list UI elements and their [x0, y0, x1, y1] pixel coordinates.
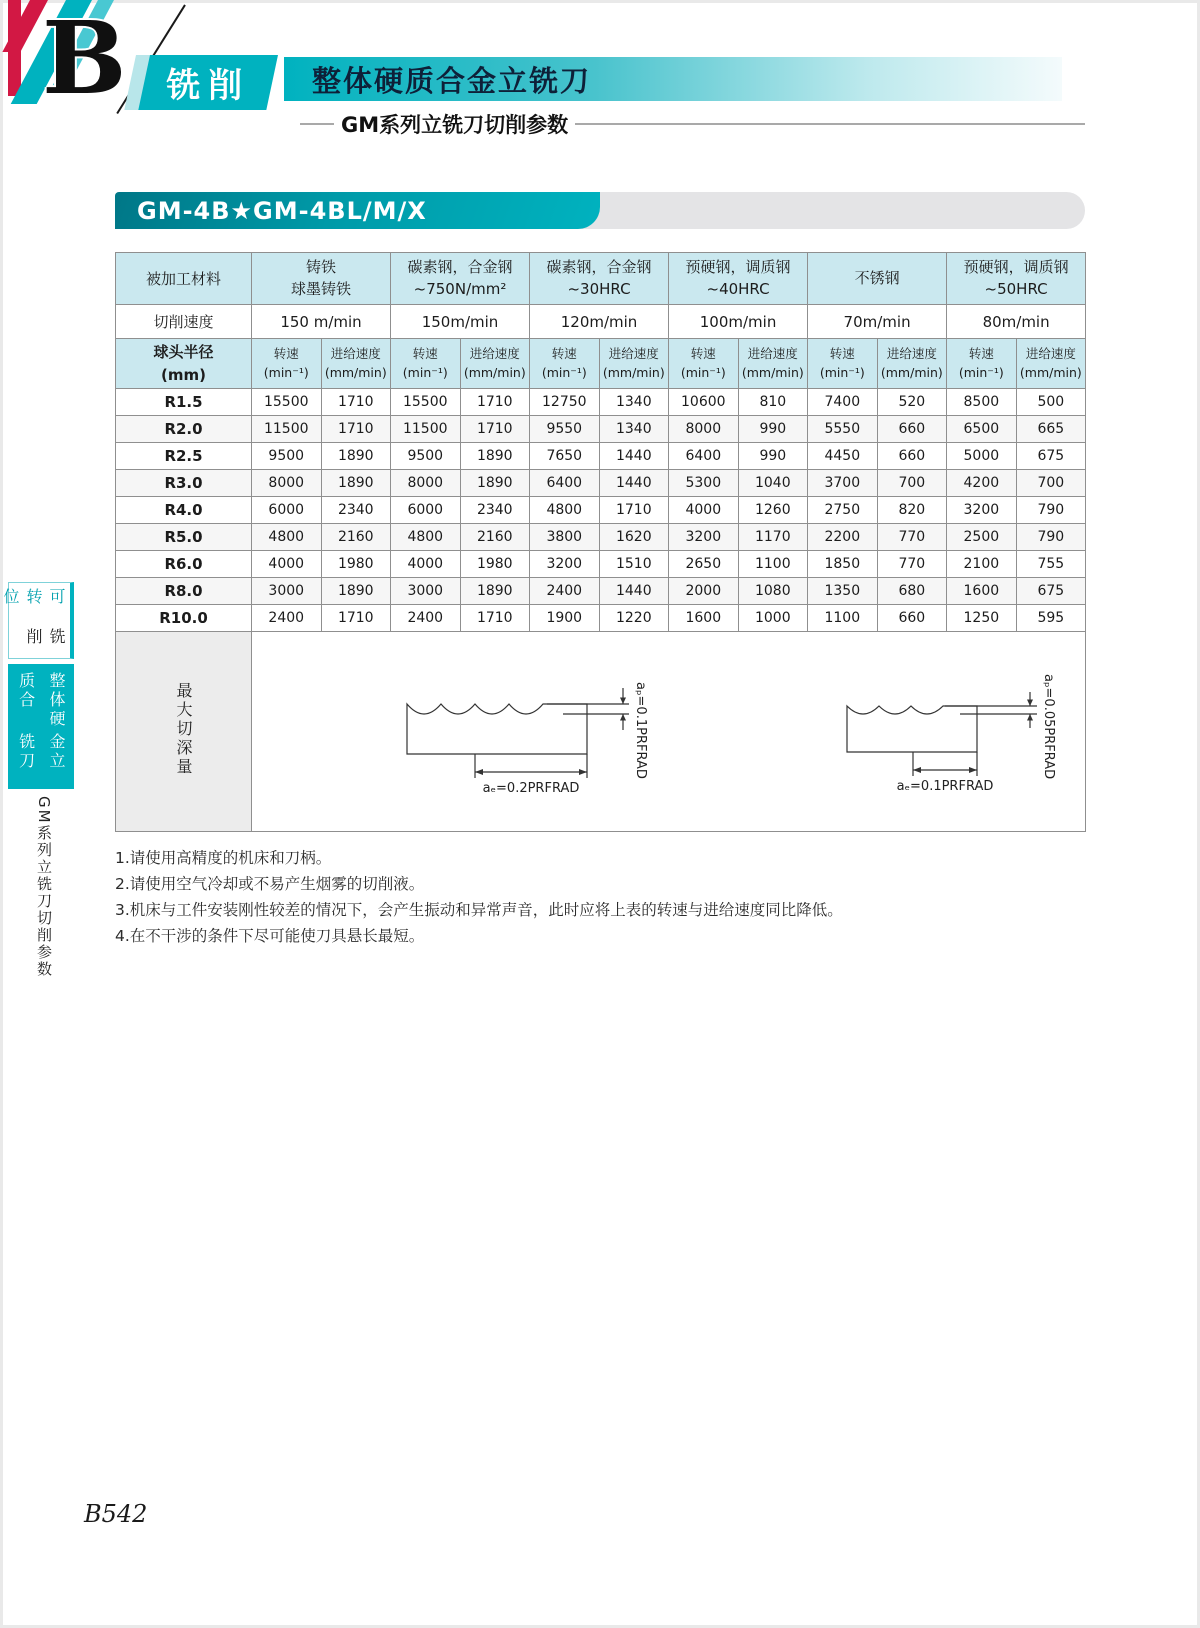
value-cell: 1510	[599, 551, 669, 578]
category-label: 铣削	[166, 66, 251, 106]
value-cell: 6000	[252, 497, 322, 524]
value-cell: 2400	[252, 605, 322, 632]
data-row-R2.5	[116, 443, 1086, 470]
value-cell: 11500	[252, 416, 322, 443]
value-cell: 5300	[669, 470, 739, 497]
value-cell: 1340	[599, 389, 669, 416]
value-cell: 2340	[460, 497, 530, 524]
value-cell: 1600	[669, 605, 739, 632]
sidebar-series-label: GM系列立铣刀切削参数	[35, 796, 53, 978]
value-cell: 1850	[808, 551, 878, 578]
ae-label-2: aₑ=0.1PRFRAD	[896, 779, 994, 794]
value-cell: 3700	[808, 470, 878, 497]
value-cell: 1710	[321, 389, 391, 416]
scallop-profile	[847, 706, 977, 752]
data-row-R4.0	[116, 497, 1086, 524]
value-cell: 1250	[947, 605, 1017, 632]
value-cell: 1890	[321, 578, 391, 605]
value-cell: 1600	[947, 578, 1017, 605]
value-cell: 3000	[391, 578, 461, 605]
value-cell: 1350	[808, 578, 878, 605]
radius-cell: R3.0	[116, 470, 252, 497]
value-cell: 2500	[947, 524, 1017, 551]
value-cell: 4800	[391, 524, 461, 551]
value-cell: 820	[877, 497, 947, 524]
value-cell: 1890	[321, 470, 391, 497]
chapter-title: 整体硬质合金立铣刀	[312, 63, 592, 98]
value-cell: 4800	[252, 524, 322, 551]
rpm-subheader-5: 转速 (min⁻¹)	[947, 339, 1017, 389]
value-cell: 1710	[321, 416, 391, 443]
value-cell: 15500	[252, 389, 322, 416]
value-cell: 12750	[530, 389, 600, 416]
data-row-R6.0	[116, 551, 1086, 578]
data-row-R3.0	[116, 470, 1086, 497]
radius-header-line2: (mm)	[161, 365, 206, 384]
radius-cell: R2.0	[116, 416, 252, 443]
scallop-profile	[407, 704, 587, 754]
note-2: 2.请使用空气冷却或不易产生烟雾的切削液。	[115, 875, 425, 893]
value-cell: 1100	[738, 551, 808, 578]
cutting-params-table	[115, 252, 1086, 832]
cutting-speed-value-3: 100m/min	[669, 305, 808, 339]
cutting-speed-value-4: 70m/min	[808, 305, 947, 339]
value-cell: 8500	[947, 389, 1017, 416]
value-cell: 990	[738, 416, 808, 443]
value-cell: 2160	[460, 524, 530, 551]
value-cell: 660	[877, 443, 947, 470]
radius-header	[116, 339, 252, 389]
value-cell: 680	[877, 578, 947, 605]
max-depth-label: 最大切深量	[174, 682, 193, 777]
value-cell: 500	[1016, 389, 1086, 416]
value-cell: 3200	[947, 497, 1017, 524]
value-cell: 1710	[599, 497, 669, 524]
radius-cell: R8.0	[116, 578, 252, 605]
value-cell: 4000	[391, 551, 461, 578]
value-cell: 8000	[669, 416, 739, 443]
value-cell: 1440	[599, 578, 669, 605]
material-header-4: 不锈钢	[808, 253, 947, 305]
cutting-speed-label: 切削速度	[116, 305, 252, 339]
value-cell: 9550	[530, 416, 600, 443]
value-cell: 1340	[599, 416, 669, 443]
value-cell: 1080	[738, 578, 808, 605]
value-cell: 2100	[947, 551, 1017, 578]
data-rows	[116, 389, 1086, 632]
note-4: 4.在不干涉的条件下尽可能使刀具悬长最短。	[115, 927, 425, 945]
value-cell: 1710	[460, 416, 530, 443]
feed-subheader-3: 进给速度 (mm/min)	[738, 339, 808, 389]
section-letter: B	[42, 0, 127, 117]
data-row-R5.0	[116, 524, 1086, 551]
value-cell: 700	[877, 470, 947, 497]
value-cell: 675	[1016, 578, 1086, 605]
ap-label-2: aₚ=0.05PRFRAD	[1041, 674, 1056, 780]
subtitle-rule-left	[300, 123, 334, 125]
value-cell: 9500	[252, 443, 322, 470]
radius-cell: R4.0	[116, 497, 252, 524]
radius-cell: R2.5	[116, 443, 252, 470]
value-cell: 1170	[738, 524, 808, 551]
data-row-R8.0	[116, 578, 1086, 605]
value-cell: 770	[877, 551, 947, 578]
cutting-speed-value-5: 80m/min	[947, 305, 1086, 339]
subheader-row	[116, 339, 1086, 389]
cutting-speed-value-2: 120m/min	[530, 305, 669, 339]
value-cell: 665	[1016, 416, 1086, 443]
cutting-speed-row	[116, 305, 1086, 339]
radius-cell: R6.0	[116, 551, 252, 578]
value-cell: 11500	[391, 416, 461, 443]
value-cell: 1710	[460, 389, 530, 416]
sidebar-tab-indexable-milling	[1, 582, 74, 659]
value-cell: 1000	[738, 605, 808, 632]
value-cell: 1890	[460, 443, 530, 470]
value-cell: 2340	[321, 497, 391, 524]
data-row-R2.0	[116, 416, 1086, 443]
ap-label-1: aₚ=0.1PRFRAD	[633, 682, 648, 779]
value-cell: 1710	[321, 605, 391, 632]
value-cell: 4800	[530, 497, 600, 524]
subtitle-row	[300, 110, 1085, 138]
value-cell: 4000	[252, 551, 322, 578]
value-cell: 660	[877, 605, 947, 632]
sidebar-solid-carbide-col2: 金立铣刀	[16, 732, 66, 771]
subtitle-rule-right	[575, 123, 1085, 125]
cutting-speed-value-1: 150m/min	[391, 305, 530, 339]
materials-header-row	[116, 253, 1086, 305]
value-cell: 660	[877, 416, 947, 443]
page-number: B542	[84, 1500, 148, 1528]
value-cell: 595	[1016, 605, 1086, 632]
max-depth-row	[116, 632, 1086, 832]
value-cell: 8000	[391, 470, 461, 497]
note-1: 1.请使用高精度的机床和刀柄。	[115, 849, 332, 867]
max-depth-diagram-cell	[252, 632, 1086, 832]
rpm-subheader-3: 转速 (min⁻¹)	[669, 339, 739, 389]
feed-subheader-2: 进给速度 (mm/min)	[599, 339, 669, 389]
material-header-label: 被加工材料	[116, 253, 252, 305]
note-3: 3.机床与工件安装刚性较差的情况下，会产生振动和异常声音，此时应将上表的转速与进给速度同比降低。	[115, 901, 843, 919]
value-cell: 1890	[460, 578, 530, 605]
value-cell: 1040	[738, 470, 808, 497]
value-cell: 1440	[599, 443, 669, 470]
value-cell: 6400	[669, 443, 739, 470]
rpm-subheader-0: 转速 (min⁻¹)	[252, 339, 322, 389]
chapter-banner	[284, 57, 1062, 101]
value-cell: 1980	[460, 551, 530, 578]
value-cell: 2650	[669, 551, 739, 578]
value-cell: 6500	[947, 416, 1017, 443]
value-cell: 3200	[530, 551, 600, 578]
rpm-subheader-2: 转速 (min⁻¹)	[530, 339, 600, 389]
value-cell: 1900	[530, 605, 600, 632]
rpm-subheader-4: 转速 (min⁻¹)	[808, 339, 878, 389]
value-cell: 6000	[391, 497, 461, 524]
value-cell: 2200	[808, 524, 878, 551]
value-cell: 990	[738, 443, 808, 470]
value-cell: 2160	[321, 524, 391, 551]
value-cell: 1710	[460, 605, 530, 632]
value-cell: 2000	[669, 578, 739, 605]
rpm-subheader-1: 转速 (min⁻¹)	[391, 339, 461, 389]
value-cell: 1980	[321, 551, 391, 578]
value-cell: 1890	[321, 443, 391, 470]
value-cell: 7650	[530, 443, 600, 470]
diagram-wrap	[252, 654, 1085, 809]
sidebar-solid-carbide-col1: 整体硬质合	[16, 672, 66, 729]
material-header-1: 碳素钢，合金钢 ~750N/mm²	[391, 253, 530, 305]
value-cell: 10600	[669, 389, 739, 416]
value-cell: 4450	[808, 443, 878, 470]
value-cell: 790	[1016, 524, 1086, 551]
value-cell: 700	[1016, 470, 1086, 497]
value-cell: 2750	[808, 497, 878, 524]
value-cell: 790	[1016, 497, 1086, 524]
value-cell: 1220	[599, 605, 669, 632]
radius-cell: R10.0	[116, 605, 252, 632]
value-cell: 770	[877, 524, 947, 551]
value-cell: 5550	[808, 416, 878, 443]
value-cell: 7400	[808, 389, 878, 416]
radius-cell: R1.5	[116, 389, 252, 416]
radius-cell: R5.0	[116, 524, 252, 551]
sidebar-tab-solid-carbide	[8, 664, 74, 789]
value-cell: 1890	[460, 470, 530, 497]
value-cell: 3000	[252, 578, 322, 605]
feed-subheader-1: 进给速度 (mm/min)	[460, 339, 530, 389]
value-cell: 1620	[599, 524, 669, 551]
data-row-R1.5	[116, 389, 1086, 416]
ae-label-1: aₑ=0.2PRFRAD	[482, 781, 580, 796]
value-cell: 9500	[391, 443, 461, 470]
value-cell: 1260	[738, 497, 808, 524]
page-subtitle: GM系列立铣刀切削参数	[341, 113, 569, 137]
model-capsule-teal	[115, 192, 600, 229]
value-cell: 5000	[947, 443, 1017, 470]
value-cell: 520	[877, 389, 947, 416]
value-cell: 15500	[391, 389, 461, 416]
feed-subheader-0: 进给速度 (mm/min)	[321, 339, 391, 389]
value-cell: 755	[1016, 551, 1086, 578]
sidebar-milling-label: 铣削	[24, 627, 66, 647]
value-cell: 1440	[599, 470, 669, 497]
feed-subheader-4: 进给速度 (mm/min)	[877, 339, 947, 389]
value-cell: 1100	[808, 605, 878, 632]
value-cell: 2400	[391, 605, 461, 632]
radius-header-line1: 球头半径	[153, 343, 214, 361]
value-cell: 3800	[530, 524, 600, 551]
sidebar-indexable-label: 可转位	[1, 588, 66, 607]
category-tab	[138, 55, 278, 110]
table-wrapper	[115, 252, 1085, 832]
value-cell: 3200	[669, 524, 739, 551]
material-header-0: 铸铁 球墨铸铁	[252, 253, 391, 305]
material-header-2: 碳素钢，合金钢 ~30HRC	[530, 253, 669, 305]
data-row-R10.0	[116, 605, 1086, 632]
cutting-speed-value-0: 150 m/min	[252, 305, 391, 339]
material-header-3: 预硬钢，调质钢 ~40HRC	[669, 253, 808, 305]
value-cell: 2400	[530, 578, 600, 605]
model-capsule	[115, 192, 1085, 229]
value-cell: 4200	[947, 470, 1017, 497]
scallop-diagram-left	[387, 654, 667, 809]
value-cell: 4000	[669, 497, 739, 524]
value-cell: 8000	[252, 470, 322, 497]
value-cell: 675	[1016, 443, 1086, 470]
max-depth-label-cell	[116, 632, 252, 832]
notes-block	[115, 845, 1105, 949]
material-header-5: 预硬钢，调质钢 ~50HRC	[947, 253, 1086, 305]
value-cell: 6400	[530, 470, 600, 497]
scallop-diagram-right	[832, 654, 1082, 809]
value-cell: 810	[738, 389, 808, 416]
model-label: GM-4B★GM-4BL/M/X	[137, 196, 427, 225]
feed-subheader-5: 进给速度 (mm/min)	[1016, 339, 1086, 389]
